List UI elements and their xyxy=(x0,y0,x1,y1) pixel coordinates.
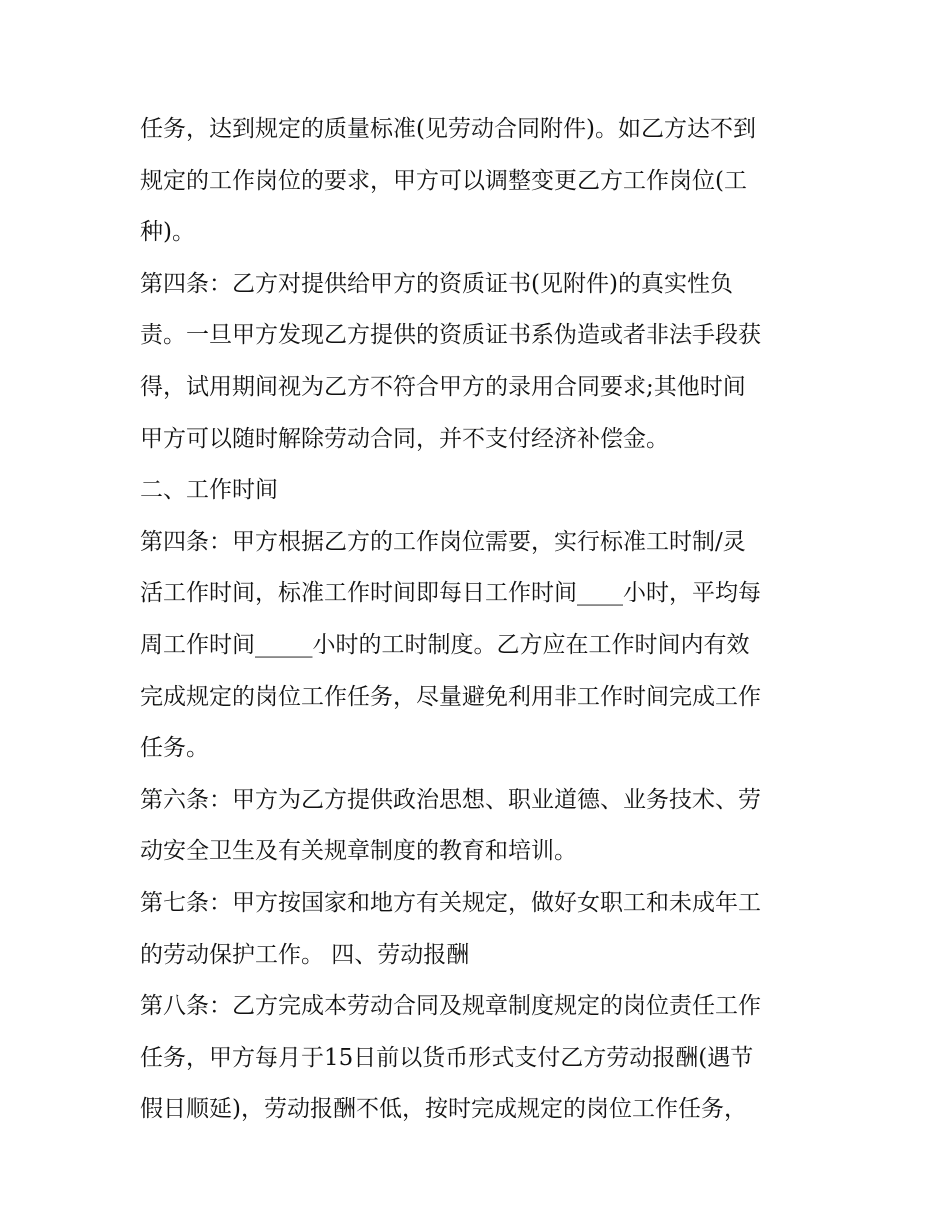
text-line: 的劳动保护工作。 四、劳动报酬 xyxy=(140,941,470,968)
text-line: 第七条：甲方按国家和地方有关规定，做好女职工和未成年工 xyxy=(140,889,761,916)
text-line: 任务。 xyxy=(140,735,209,762)
text-line: 动安全卫生及有关规章制度的教育和培训。 xyxy=(140,838,577,865)
text-line: 第四条：乙方对提供给甲方的资质证书(见附件)的真实性负 xyxy=(140,270,733,297)
text-line: 任务，达到规定的质量标准(见劳动合同附件)。如乙方达不到 xyxy=(140,116,756,142)
contract-text xyxy=(140,104,820,1136)
text-line: 第八条：乙方完成本劳动合同及规章制度规定的岗位责任工作 xyxy=(140,993,761,1020)
text-line: 第六条：甲方为乙方提供政治思想、职业道德、业务技术、劳 xyxy=(140,786,761,813)
text-line: 完成规定的岗位工作任务，尽量避免利用非工作时间完成工作 xyxy=(140,683,761,710)
text-line: 活工作时间，标准工作时间即每日工作时间____小时，平均每 xyxy=(140,580,761,607)
text-line: 规定的工作岗位的要求，甲方可以调整变更乙方工作岗位(工 xyxy=(140,167,747,194)
text-line: 假日顺延)，劳动报酬不低，按时完成规定的岗位工作任务， xyxy=(140,1096,747,1123)
text-line: 责。一旦甲方发现乙方提供的资质证书系伪造或者非法手段获 xyxy=(140,322,761,349)
text-line: 甲方可以随时解除劳动合同，并不支付经济补偿金。 xyxy=(140,425,669,452)
text-line: 任务，甲方每月于15日前以货币形式支付乙方劳动报酬(遇节 xyxy=(140,1044,754,1071)
section-heading: 二、工作时间 xyxy=(140,477,278,504)
text-line: 得，试用期间视为乙方不符合甲方的录用合同要求;其他时间 xyxy=(140,373,746,400)
text-line: 种)。 xyxy=(140,219,195,246)
text-line: 第四条：甲方根据乙方的工作岗位需要，实行标准工时制/灵 xyxy=(140,528,746,555)
text-line: 周工作时间_____小时的工时制度。乙方应在工作时间内有效 xyxy=(140,631,750,658)
